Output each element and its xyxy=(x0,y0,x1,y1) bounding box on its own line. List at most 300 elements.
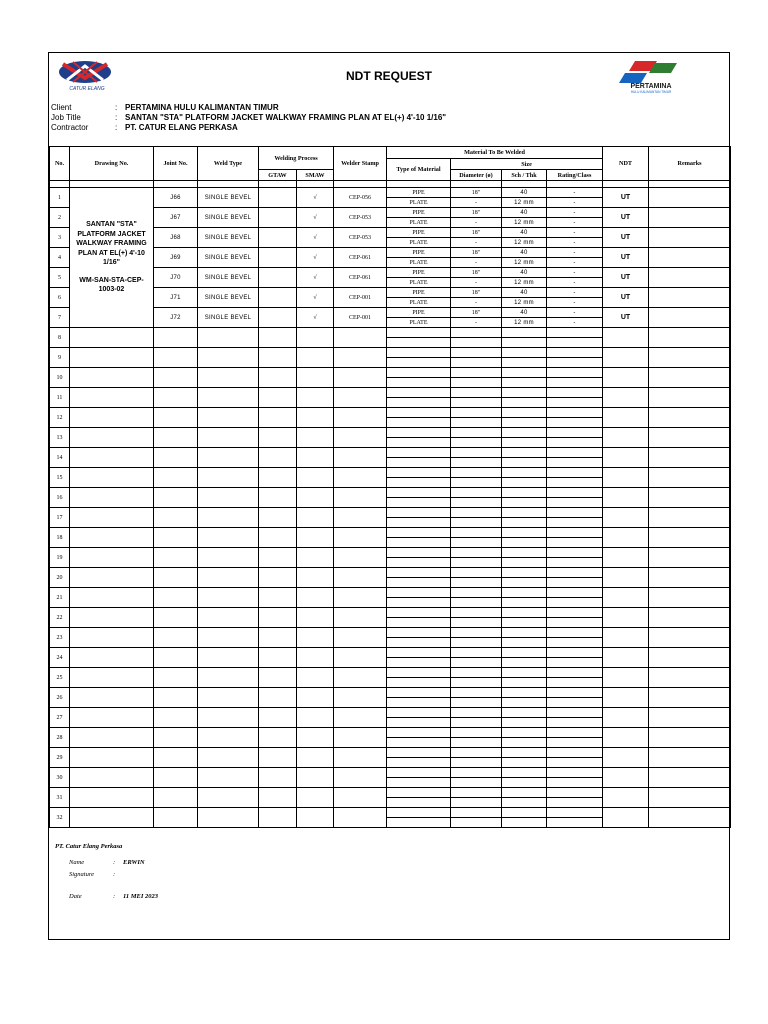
empty-cell xyxy=(502,388,547,398)
empty-cell xyxy=(649,488,731,508)
empty-cell xyxy=(297,508,334,528)
header-weld-type: Weld Type xyxy=(198,147,259,181)
gtaw-cell xyxy=(259,188,297,208)
empty-cell xyxy=(451,678,502,688)
empty-cell xyxy=(603,768,649,788)
empty-cell xyxy=(297,488,334,508)
empty-cell xyxy=(547,338,603,348)
empty-cell xyxy=(198,428,259,448)
empty-cell xyxy=(259,328,297,348)
empty-cell xyxy=(547,718,603,728)
row-no: 5 xyxy=(50,268,70,288)
empty-cell xyxy=(387,658,451,668)
empty-cell xyxy=(198,648,259,668)
drawing-title: SANTAN "STA" PLATFORM JACKET WALKWAY FRAMING PLAN AT EL(+) 4'-10 1/16" xyxy=(76,221,147,267)
empty-cell xyxy=(387,758,451,768)
empty-cell xyxy=(154,768,198,788)
empty-cell xyxy=(154,728,198,748)
sch-thk: 40 xyxy=(502,308,547,318)
empty-cell xyxy=(451,468,502,478)
smaw-cell: √ xyxy=(297,268,334,288)
welder-stamp: CEP-053 xyxy=(334,228,387,248)
row-no: 12 xyxy=(50,408,70,428)
row-no: 24 xyxy=(50,648,70,668)
empty-cell xyxy=(387,328,451,338)
empty-cell xyxy=(547,738,603,748)
empty-cell xyxy=(603,608,649,628)
empty-cell xyxy=(334,448,387,468)
welder-stamp: CEP-001 xyxy=(334,308,387,328)
empty-cell xyxy=(387,618,451,628)
empty-cell xyxy=(502,748,547,758)
empty-cell xyxy=(70,628,154,648)
table-row xyxy=(50,468,731,478)
empty-cell xyxy=(297,728,334,748)
empty-cell xyxy=(387,528,451,538)
empty-cell xyxy=(451,358,502,368)
empty-cell xyxy=(603,808,649,828)
empty-cell xyxy=(387,458,451,468)
empty-cell xyxy=(387,768,451,778)
empty-cell xyxy=(297,468,334,488)
client-colon: : xyxy=(115,103,118,112)
empty-cell xyxy=(502,728,547,738)
empty-cell xyxy=(387,558,451,568)
ndt-method: UT xyxy=(603,228,649,248)
empty-cell xyxy=(451,488,502,498)
empty-cell xyxy=(297,428,334,448)
empty-cell xyxy=(70,568,154,588)
empty-cell xyxy=(297,808,334,828)
empty-cell xyxy=(451,378,502,388)
sch-thk: 40 xyxy=(502,208,547,218)
diameter: 18" xyxy=(451,308,502,318)
rating: - xyxy=(547,278,603,288)
empty-cell xyxy=(387,538,451,548)
table-body xyxy=(50,188,731,828)
diameter: 18" xyxy=(451,208,502,218)
empty-cell xyxy=(259,368,297,388)
empty-cell xyxy=(547,608,603,618)
empty-cell xyxy=(154,408,198,428)
empty-cell xyxy=(547,328,603,338)
empty-cell xyxy=(451,448,502,458)
empty-cell xyxy=(547,458,603,468)
row-no: 22 xyxy=(50,608,70,628)
remarks xyxy=(649,188,731,208)
empty-cell xyxy=(70,368,154,388)
row-no: 17 xyxy=(50,508,70,528)
weld-type: SINGLE BEVEL xyxy=(198,308,259,328)
table-row xyxy=(50,388,731,398)
empty-cell xyxy=(451,768,502,778)
empty-cell xyxy=(547,688,603,698)
table-row xyxy=(50,328,731,338)
diameter: - xyxy=(451,218,502,228)
material-type: PIPE xyxy=(387,268,451,278)
empty-cell xyxy=(502,688,547,698)
row-no: 31 xyxy=(50,788,70,808)
welder-stamp: CEP-056 xyxy=(334,188,387,208)
header-type-material: Type of Material xyxy=(387,159,451,181)
empty-cell xyxy=(547,468,603,478)
empty-cell xyxy=(603,488,649,508)
empty-cell xyxy=(387,678,451,688)
empty-cell xyxy=(154,568,198,588)
empty-cell xyxy=(649,648,731,668)
material-type: PLATE xyxy=(387,278,451,288)
empty-cell xyxy=(334,548,387,568)
empty-cell xyxy=(259,788,297,808)
empty-cell xyxy=(334,508,387,528)
empty-cell xyxy=(387,748,451,758)
table-row xyxy=(50,748,731,758)
table-row xyxy=(50,608,731,618)
empty-cell xyxy=(297,708,334,728)
empty-cell xyxy=(451,588,502,598)
empty-cell xyxy=(259,348,297,368)
welder-stamp: CEP-001 xyxy=(334,288,387,308)
header-gtaw: GTAW xyxy=(259,170,297,181)
empty-cell xyxy=(547,658,603,668)
empty-cell xyxy=(70,448,154,468)
empty-cell xyxy=(649,728,731,748)
empty-cell xyxy=(297,448,334,468)
header-drawing: Drawing No. xyxy=(70,147,154,181)
empty-cell xyxy=(649,328,731,348)
empty-cell xyxy=(334,688,387,708)
joint-no: J72 xyxy=(154,308,198,328)
material-type: PIPE xyxy=(387,228,451,238)
empty-cell xyxy=(297,648,334,668)
empty-cell xyxy=(547,668,603,678)
material-type: PLATE xyxy=(387,298,451,308)
date-colon: : xyxy=(113,893,116,900)
client-label: Client xyxy=(51,103,72,112)
row-no: 14 xyxy=(50,448,70,468)
joint-no: J71 xyxy=(154,288,198,308)
empty-cell xyxy=(387,668,451,678)
empty-cell xyxy=(451,398,502,408)
empty-cell xyxy=(502,668,547,678)
empty-cell xyxy=(649,528,731,548)
job-value: SANTAN "STA" PLATFORM JACKET WALKWAY FRAMING PLAN AT EL(+) 4'-10 1/16" xyxy=(125,113,447,122)
empty-cell xyxy=(387,608,451,618)
empty-cell xyxy=(547,358,603,368)
empty-cell xyxy=(502,328,547,338)
contractor-value: PT. CATUR ELANG PERKASA xyxy=(125,123,238,132)
empty-cell xyxy=(387,548,451,558)
row-no: 3 xyxy=(50,228,70,248)
empty-cell xyxy=(198,488,259,508)
empty-cell xyxy=(297,348,334,368)
empty-cell xyxy=(387,818,451,828)
empty-cell xyxy=(547,598,603,608)
row-no: 15 xyxy=(50,468,70,488)
empty-cell xyxy=(451,728,502,738)
weld-type: SINGLE BEVEL xyxy=(198,188,259,208)
empty-cell xyxy=(297,548,334,568)
sch-thk: 12 mm xyxy=(502,298,547,308)
empty-cell xyxy=(297,788,334,808)
empty-cell xyxy=(547,518,603,528)
empty-cell xyxy=(387,508,451,518)
table-row xyxy=(50,688,731,698)
empty-cell xyxy=(334,768,387,788)
empty-cell xyxy=(154,668,198,688)
empty-cell xyxy=(649,608,731,628)
empty-cell xyxy=(547,378,603,388)
empty-cell xyxy=(603,368,649,388)
empty-cell xyxy=(70,388,154,408)
empty-cell xyxy=(451,498,502,508)
empty-cell xyxy=(259,408,297,428)
ndt-request-sheet xyxy=(48,52,730,940)
weld-type: SINGLE BEVEL xyxy=(198,288,259,308)
header-welding-process: Welding Process xyxy=(259,147,334,170)
empty-cell xyxy=(198,368,259,388)
rating: - xyxy=(547,198,603,208)
empty-cell xyxy=(502,538,547,548)
empty-cell xyxy=(297,328,334,348)
empty-cell xyxy=(334,348,387,368)
rating: - xyxy=(547,318,603,328)
empty-cell xyxy=(334,408,387,428)
weld-type: SINGLE BEVEL xyxy=(198,248,259,268)
empty-cell xyxy=(297,748,334,768)
joint-no: J69 xyxy=(154,248,198,268)
empty-cell xyxy=(547,388,603,398)
empty-cell xyxy=(198,528,259,548)
empty-cell xyxy=(259,548,297,568)
empty-cell xyxy=(70,668,154,688)
empty-cell xyxy=(387,628,451,638)
empty-cell xyxy=(451,668,502,678)
empty-cell xyxy=(154,748,198,768)
empty-cell xyxy=(387,578,451,588)
empty-cell xyxy=(297,388,334,408)
row-no: 10 xyxy=(50,368,70,388)
empty-cell xyxy=(259,688,297,708)
table-row xyxy=(50,428,731,438)
empty-cell xyxy=(297,768,334,788)
empty-cell xyxy=(387,788,451,798)
ndt-method: UT xyxy=(603,268,649,288)
empty-cell xyxy=(502,548,547,558)
empty-cell xyxy=(70,648,154,668)
row-no: 16 xyxy=(50,488,70,508)
empty-cell xyxy=(603,348,649,368)
empty-cell xyxy=(451,368,502,378)
page-title: NDT REQUEST xyxy=(345,69,432,83)
empty-cell xyxy=(502,348,547,358)
empty-cell xyxy=(334,568,387,588)
empty-cell xyxy=(259,808,297,828)
empty-cell xyxy=(387,348,451,358)
empty-cell xyxy=(70,328,154,348)
rating: - xyxy=(547,188,603,198)
empty-cell xyxy=(70,488,154,508)
row-no: 9 xyxy=(50,348,70,368)
empty-cell xyxy=(334,388,387,408)
empty-cell xyxy=(451,748,502,758)
spacer-row xyxy=(50,181,731,188)
empty-cell xyxy=(70,608,154,628)
empty-cell xyxy=(547,418,603,428)
empty-cell xyxy=(297,568,334,588)
smaw-cell: √ xyxy=(297,188,334,208)
table-row xyxy=(50,668,731,678)
empty-cell xyxy=(502,558,547,568)
empty-cell xyxy=(603,688,649,708)
empty-cell xyxy=(547,428,603,438)
table-row xyxy=(50,648,731,658)
empty-cell xyxy=(387,778,451,788)
material-type: PLATE xyxy=(387,238,451,248)
empty-cell xyxy=(451,428,502,438)
empty-cell xyxy=(259,668,297,688)
empty-cell xyxy=(387,798,451,808)
empty-cell xyxy=(387,368,451,378)
empty-cell xyxy=(334,588,387,608)
empty-cell xyxy=(502,658,547,668)
empty-cell xyxy=(198,708,259,728)
header-ndt: NDT xyxy=(603,147,649,181)
empty-cell xyxy=(297,668,334,688)
empty-cell xyxy=(451,578,502,588)
smaw-cell: √ xyxy=(297,248,334,268)
empty-cell xyxy=(547,568,603,578)
empty-cell xyxy=(502,638,547,648)
empty-cell xyxy=(70,688,154,708)
empty-cell xyxy=(547,798,603,808)
empty-cell xyxy=(387,388,451,398)
remarks xyxy=(649,208,731,228)
empty-cell xyxy=(603,668,649,688)
drawing-number: WM-SAN-STA-CEP-1003-02 xyxy=(79,276,144,294)
empty-cell xyxy=(502,698,547,708)
empty-cell xyxy=(451,608,502,618)
empty-cell xyxy=(603,588,649,608)
empty-cell xyxy=(154,468,198,488)
rating: - xyxy=(547,208,603,218)
empty-cell xyxy=(649,568,731,588)
empty-cell xyxy=(387,588,451,598)
empty-cell xyxy=(334,608,387,628)
empty-cell xyxy=(502,528,547,538)
empty-cell xyxy=(154,708,198,728)
table-row xyxy=(50,708,731,718)
empty-cell xyxy=(198,768,259,788)
table-row xyxy=(50,188,731,198)
row-no: 1 xyxy=(50,188,70,208)
empty-cell xyxy=(198,588,259,608)
diameter: 18" xyxy=(451,288,502,298)
sch-thk: 12 mm xyxy=(502,198,547,208)
empty-cell xyxy=(451,438,502,448)
material-type: PIPE xyxy=(387,248,451,258)
empty-cell xyxy=(603,448,649,468)
empty-cell xyxy=(649,468,731,488)
empty-cell xyxy=(547,818,603,828)
empty-cell xyxy=(603,468,649,488)
empty-cell xyxy=(334,788,387,808)
row-no: 29 xyxy=(50,748,70,768)
material-type: PIPE xyxy=(387,288,451,298)
empty-cell xyxy=(502,598,547,608)
empty-cell xyxy=(259,468,297,488)
empty-cell xyxy=(502,398,547,408)
empty-cell xyxy=(154,488,198,508)
empty-cell xyxy=(154,808,198,828)
empty-cell xyxy=(451,788,502,798)
empty-cell xyxy=(451,338,502,348)
joint-no: J66 xyxy=(154,188,198,208)
sch-thk: 40 xyxy=(502,228,547,238)
row-no: 21 xyxy=(50,588,70,608)
header-material: Material To Be Welded xyxy=(387,147,603,159)
empty-cell xyxy=(547,368,603,378)
empty-cell xyxy=(387,688,451,698)
empty-cell xyxy=(70,348,154,368)
empty-cell xyxy=(451,618,502,628)
empty-cell xyxy=(502,478,547,488)
empty-cell xyxy=(259,648,297,668)
empty-cell xyxy=(387,718,451,728)
empty-cell xyxy=(502,608,547,618)
sch-thk: 40 xyxy=(502,248,547,258)
empty-cell xyxy=(649,428,731,448)
empty-cell xyxy=(502,578,547,588)
empty-cell xyxy=(547,758,603,768)
row-no: 2 xyxy=(50,208,70,228)
material-type: PLATE xyxy=(387,318,451,328)
empty-cell xyxy=(451,348,502,358)
empty-cell xyxy=(387,738,451,748)
empty-cell xyxy=(70,708,154,728)
row-no: 32 xyxy=(50,808,70,828)
empty-cell xyxy=(259,428,297,448)
empty-cell xyxy=(154,648,198,668)
empty-cell xyxy=(649,588,731,608)
row-no: 28 xyxy=(50,728,70,748)
empty-cell xyxy=(451,648,502,658)
empty-cell xyxy=(198,808,259,828)
remarks xyxy=(649,288,731,308)
empty-cell xyxy=(502,718,547,728)
empty-cell xyxy=(198,388,259,408)
empty-cell xyxy=(154,508,198,528)
empty-cell xyxy=(297,368,334,388)
empty-cell xyxy=(502,758,547,768)
empty-cell xyxy=(547,778,603,788)
empty-cell xyxy=(502,618,547,628)
empty-cell xyxy=(259,388,297,408)
empty-cell xyxy=(154,368,198,388)
diameter: - xyxy=(451,318,502,328)
empty-cell xyxy=(451,538,502,548)
empty-cell xyxy=(547,618,603,628)
diameter: - xyxy=(451,238,502,248)
name-label: Name xyxy=(69,859,85,866)
empty-cell xyxy=(198,728,259,748)
empty-cell xyxy=(451,628,502,638)
empty-cell xyxy=(649,788,731,808)
row-no: 13 xyxy=(50,428,70,448)
empty-cell xyxy=(259,528,297,548)
empty-cell xyxy=(451,418,502,428)
empty-cell xyxy=(502,498,547,508)
